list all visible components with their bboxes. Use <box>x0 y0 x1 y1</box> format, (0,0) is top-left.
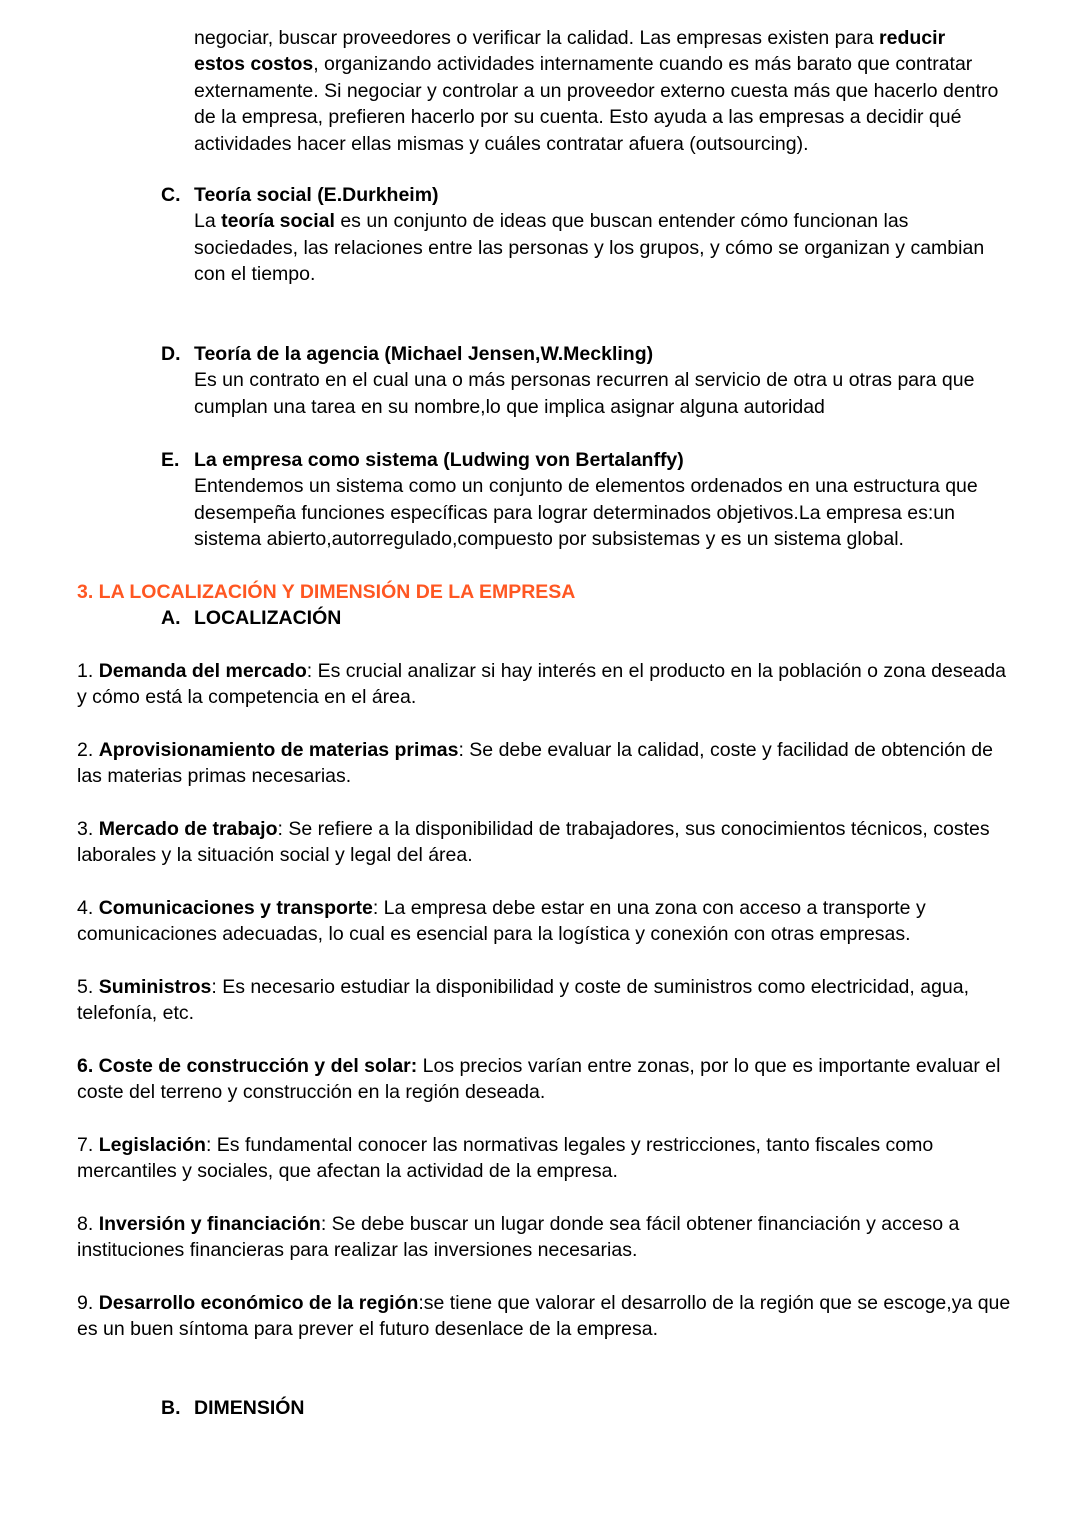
factor-text: : Se debe buscar un lugar donde sea fácil obtener financiación y acceso a instituciones financieras para realizar las inversiones necesarias. <box>77 1213 960 1262</box>
theory-body: Es un contrato en el cual una o más personas recurren al servicio de otra u otras para que cumplan una tarea en su nombre,lo que implica asignar alguna autoridad <box>194 369 975 418</box>
factor-term: Aprovisionamiento de materias primas <box>98 739 459 761</box>
subsection-heading-localizacion <box>161 605 341 631</box>
factor-text: : Es necesario estudiar la disponibilidad y coste de suministros como electricidad, agua, telefonía, etc. <box>77 976 970 1025</box>
intro-text-1: negociar, buscar proveedores o verificar la calidad. Las empresas existen para <box>194 27 880 49</box>
factor-paragraph-4 <box>77 895 1012 948</box>
theory-body: Entendemos un sistema como un conjunto de elementos ordenados en una estructura que desempeña funciones específicas para lograr determinados objetivos.La empresa es:un sistema abierto,autorregulado,compuesto por subsistemas y es un sistema global. <box>194 475 978 551</box>
theory-letter: D. <box>161 343 181 365</box>
factor-paragraph-3 <box>77 816 1012 869</box>
intro-paragraph <box>194 25 1014 157</box>
factor-number: 3. <box>77 818 99 840</box>
factor-text: Los precios varían entre zonas, por lo que es importante evaluar el coste del terreno y construcción en la región deseada. <box>77 1055 1001 1104</box>
theory-body-text-2: es un conjunto de ideas que buscan entender cómo funcionan las sociedades, las relaciones entre las personas y los grupos, y cómo se organizan y cambian con el tiempo. <box>194 210 985 286</box>
factor-paragraph-1 <box>77 658 1012 711</box>
factor-text: : Es crucial analizar si hay interés en el producto en la población o zona deseada y cómo está la competencia en el área. <box>77 660 1006 709</box>
factor-number: 5. <box>77 976 99 998</box>
factor-term: Comunicaciones y transporte <box>98 897 373 919</box>
factor-term: Legislación <box>98 1134 206 1156</box>
subsection-title: LOCALIZACIÓN <box>194 607 342 629</box>
subsection-title: DIMENSIÓN <box>194 1397 305 1419</box>
factor-number: 1. <box>77 660 99 682</box>
factor-term: Inversión y financiación <box>98 1213 321 1235</box>
factor-number: 9. <box>77 1292 99 1314</box>
factor-paragraph-6 <box>77 1053 1012 1106</box>
factor-number: 4. <box>77 897 99 919</box>
factor-text: :se tiene que valorar el desarrollo de la región que se escoge,ya que es un buen síntoma para prever el futuro desenlace de la empresa. <box>77 1292 1011 1341</box>
section-title: 3. LA LOCALIZACIÓN Y DIMENSIÓN DE LA EMPRESA <box>77 581 576 603</box>
theory-letter: E. <box>161 449 180 471</box>
intro-bold-2: estos costos <box>194 53 314 76</box>
factor-paragraph-8 <box>77 1211 1012 1264</box>
subsection-heading-dimension <box>161 1395 305 1421</box>
theory-letter: C. <box>161 184 181 206</box>
factor-number: 7. <box>77 1134 99 1156</box>
factor-text: : Es fundamental conocer las normativas legales y restricciones, tanto fiscales como mercantiles y sociales, que afectan la actividad de la empresa. <box>77 1134 934 1183</box>
factor-paragraph-9 <box>77 1290 1012 1343</box>
factor-term: Desarrollo económico de la región <box>98 1292 419 1314</box>
intro-text-2: , organizando actividades internamente cuando es más barato que contratar externamente. Si negociar y controlar a un proveedor externo cuesta más que hacerlo dentro de la empresa, prefieren hacerlo por su cuenta. Esto ayuda a las empresas a decidir qué actividades hacer ellas mismas y cuáles contratar afuera (outsourcing). <box>194 53 999 155</box>
subsection-letter: A. <box>161 607 181 629</box>
factor-paragraph-7 <box>77 1132 1012 1185</box>
factor-term: Mercado de trabajo <box>98 818 278 840</box>
factor-number: 2. <box>77 739 99 761</box>
factor-text: : Se debe evaluar la calidad, coste y facilidad de obtención de las materias primas necesarias. <box>77 739 993 788</box>
theory-body-text: La <box>194 210 222 233</box>
factor-paragraph-5 <box>77 974 1012 1027</box>
theory-heading: Teoría social (E.Durkheim) <box>194 184 439 206</box>
theory-body <box>194 208 1014 287</box>
theory-body-bold: teoría social <box>221 210 335 233</box>
factor-term: Suministros <box>98 976 212 998</box>
subsection-letter: B. <box>161 1397 181 1419</box>
factor-text: : Se refiere a la disponibilidad de trabajadores, sus conocimientos técnicos, costes laborales y la situación social y legal del área. <box>77 818 990 867</box>
theory-heading: Teoría de la agencia (Michael Jensen,W.Meckling) <box>194 343 654 365</box>
factor-term: 6. Coste de construcción y del solar: <box>77 1055 418 1077</box>
theory-heading: La empresa como sistema (Ludwing von Bertalanffy) <box>194 449 684 471</box>
factor-text: : La empresa debe estar en una zona con acceso a transporte y comunicaciones adecuadas, lo cual es esencial para la logística y conexión con otras empresas. <box>77 897 926 946</box>
factor-term: Demanda del mercado <box>98 660 307 682</box>
intro-bold-1: reducir <box>879 27 946 49</box>
factor-number: 8. <box>77 1213 99 1235</box>
factor-paragraph-2 <box>77 737 1012 790</box>
